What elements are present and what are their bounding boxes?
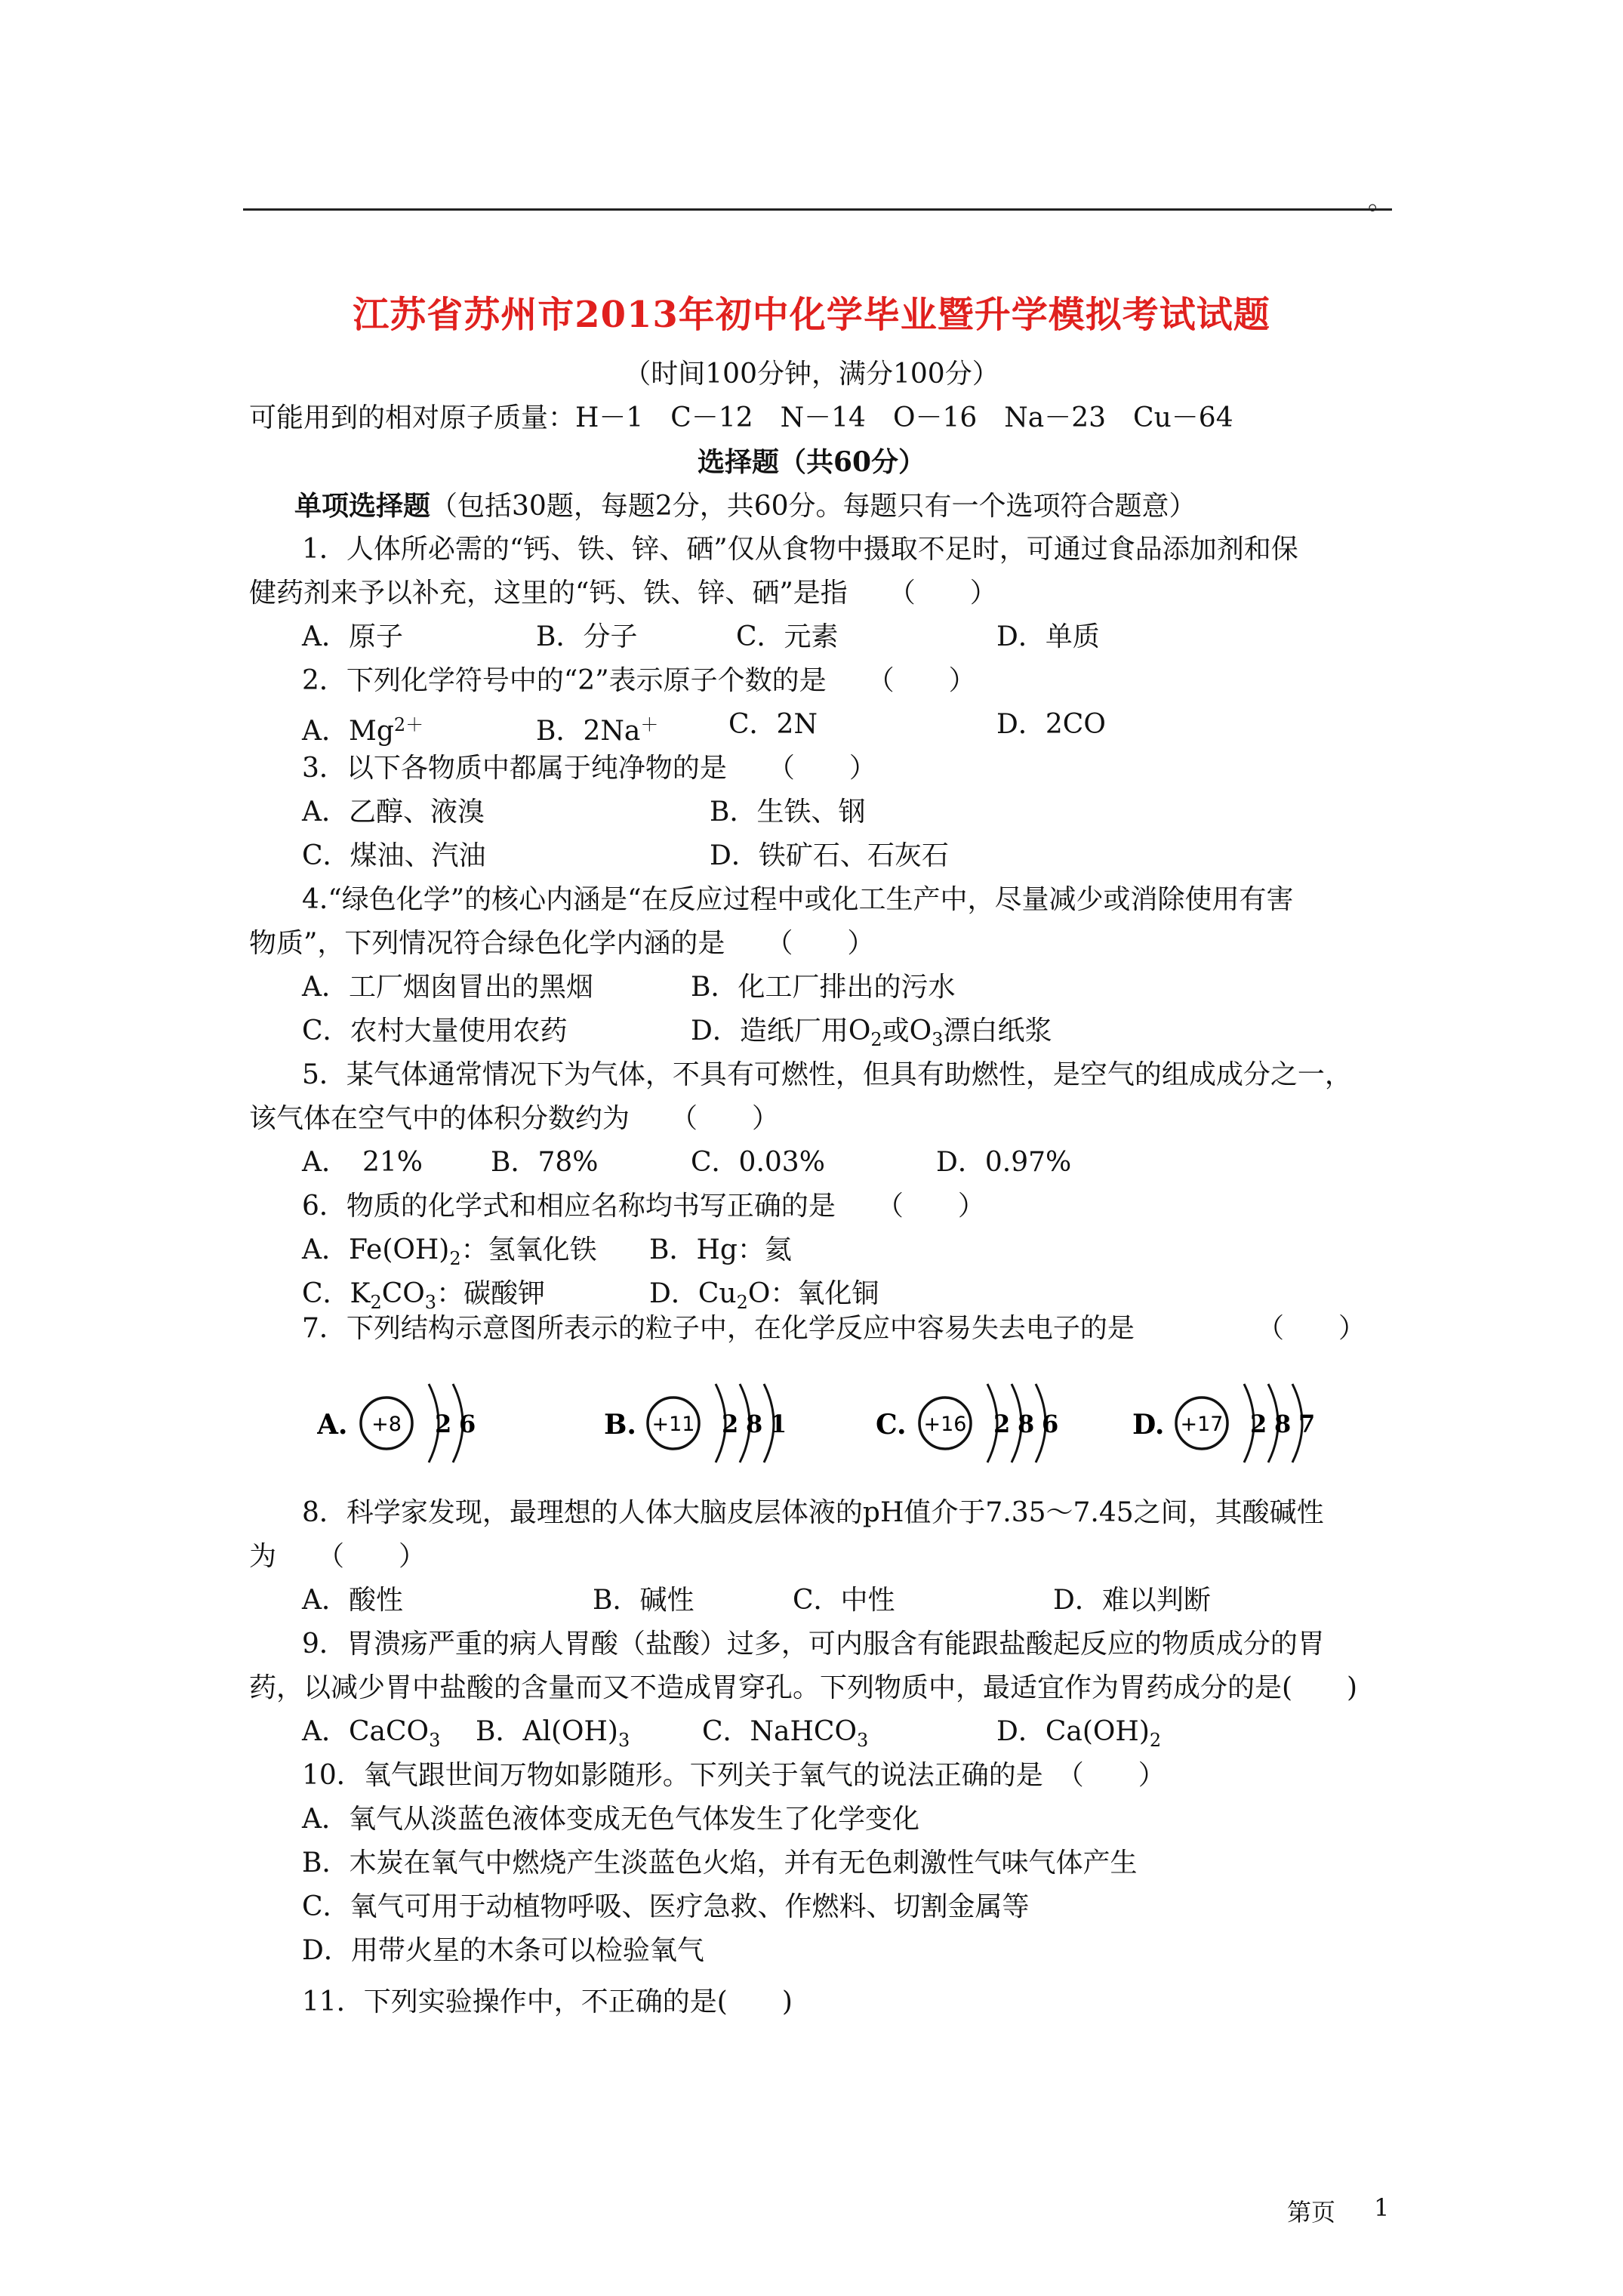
q3-stem: 3．以下各物质中都属于纯净物的是 （ ） <box>302 753 876 784</box>
electron-count: 7 <box>1298 1410 1316 1438</box>
q3-option-a: A．乙醇、液溴 <box>302 797 485 827</box>
q10-stem: 10．氧气跟世间万物如影随形。下列关于氧气的说法正确的是 （ ） <box>302 1760 1166 1791</box>
q2-option-d: D．2CO <box>996 709 1106 740</box>
footer-page-label: 第页 <box>1287 2198 1336 2227</box>
q8-option-d: D．难以判断 <box>1053 1585 1211 1616</box>
q1-option-c: C．元素 <box>736 621 839 652</box>
atom-diagram-d <box>1132 1384 1315 1462</box>
q8-option-c: C．中性 <box>793 1585 895 1616</box>
q4-stem-line1: 4.“绿色化学”的核心内涵是“在反应过程中或化工生产中，尽量减少或消除使用有害 <box>302 884 1294 915</box>
q4-option-c: C．农村大量使用农药 <box>302 1015 568 1046</box>
q1-option-a: A．原子 <box>302 621 403 652</box>
q3-option-d: D．铁矿石、石灰石 <box>710 840 949 871</box>
section-heading: 选择题（共60分） <box>697 446 926 478</box>
q8-stem-line1: 8．科学家发现，最理想的人体大脑皮层体液的pH值介于7.35～7.45之间，其酸碱性 <box>302 1497 1324 1528</box>
q9-option-a: A．CaCO$_3$ <box>302 1716 441 1751</box>
electron-count: 1 <box>770 1410 787 1438</box>
atom-nucleus-charge: +8 <box>371 1413 402 1436</box>
q6-option-c: C．$K_2CO_3$：碳酸钾 <box>302 1278 546 1313</box>
q9-option-d: D．$Ca(OH)_2$ <box>996 1716 1162 1751</box>
footer-page-number: 1 <box>1374 2193 1390 2222</box>
q5-option-a: A． 21% <box>302 1147 423 1178</box>
q5-option-d: D．0.97% <box>936 1147 1072 1178</box>
q1-stem-line1: 1．人体所必需的“钙、铁、锌、硒”仅从食物中摄取不足时，可通过食品添加剂和保 <box>302 534 1298 565</box>
q3-option-c: C．煤油、汽油 <box>302 840 486 871</box>
q6-option-d: D．$Cu_2O$：氧化铜 <box>649 1278 879 1313</box>
atom-diagram-c <box>876 1384 1058 1462</box>
q6-stem: 6．物质的化学式和相应名称均书写正确的是 （ ） <box>302 1191 985 1222</box>
electron-count: 8 <box>1274 1410 1292 1438</box>
atom-option-letter: B. <box>604 1409 636 1441</box>
q10-option-d: D．用带火星的木条可以检验氧气 <box>302 1935 704 1966</box>
atom-structure-diagrams <box>317 1359 1359 1487</box>
atom-option-letter: A. <box>317 1409 348 1441</box>
q9-option-b: B．$Al(OH)_3$ <box>476 1716 630 1751</box>
q8-stem-line2: 为 （ ） <box>249 1541 427 1572</box>
page-title: 江苏省苏州市2013年初中化学毕业暨升学模拟考试试题 <box>353 294 1270 336</box>
atom-diagram-b <box>604 1384 787 1462</box>
electron-count: 2 <box>993 1410 1011 1438</box>
q1-stem-line2: 健药剂来予以补充，这里的“钙、铁、锌、硒”是指 （ ） <box>249 578 997 609</box>
atom-option-letter: C. <box>876 1409 907 1441</box>
subtitle: （时间100分钟，满分100分） <box>624 359 999 390</box>
electron-count: 8 <box>1018 1410 1035 1438</box>
q4-option-d: D．造纸厂用$O_2$或$O_3$漂白纸浆 <box>691 1015 1052 1050</box>
q3-option-b: B．生铁、钢 <box>710 797 866 827</box>
q10-option-a: A．氧气从淡蓝色液体变成无色气体发生了化学变化 <box>302 1804 919 1835</box>
q2-option-b: B．2Na＋ <box>536 714 659 747</box>
q6-option-b: B．Hg：氦 <box>649 1234 792 1265</box>
q2-option-a: A．$Mg^{2+}$ <box>302 714 424 747</box>
q10-option-b: B．木炭在氧气中燃烧产生淡蓝色火焰，并有无色刺激性气味气体产生 <box>302 1848 1138 1878</box>
q9-stem-line2: 药，以减少胃中盐酸的含量而又不造成胃穿孔。下列物质中，最适宜作为胃药成分的是( ) <box>249 1672 1358 1703</box>
q9-option-c: C．NaHCO$_3$ <box>702 1716 869 1751</box>
q6-option-a: A．$Fe(OH)_2$：氢氧化铁 <box>302 1234 597 1269</box>
electron-count: 6 <box>459 1410 476 1438</box>
q4-option-a: A．工厂烟囱冒出的黑烟 <box>302 972 593 1003</box>
header-rule <box>243 208 1392 211</box>
q10-option-c: C．氧气可用于动植物呼吸、医疗急救、作燃料、切割金属等 <box>302 1891 1030 1922</box>
q11-stem: 11．下列实验操作中，不正确的是( ) <box>302 1986 793 2017</box>
instruction <box>294 489 1196 523</box>
q7-bracket: （ ） <box>1257 1313 1366 1344</box>
atom-nucleus-charge: +16 <box>923 1413 967 1436</box>
electron-count: 6 <box>1042 1410 1059 1438</box>
q9-stem-line1: 9．胃溃疡严重的病人胃酸（盐酸）过多，可内服含有能跟盐酸起反应的物质成分的胃 <box>302 1629 1325 1660</box>
q5-option-b: B．78% <box>491 1147 599 1178</box>
q5-stem-line1: 5．某气体通常情况下为气体，不具有可燃性，但具有助燃性，是空气的组成成分之一， <box>302 1059 1352 1090</box>
q8-option-b: B．碱性 <box>593 1585 694 1616</box>
electron-count: 2 <box>722 1410 739 1438</box>
header-mark: 。 <box>1368 186 1394 216</box>
instruction-text: （包括30题，每题2分，共60分。每题只有一个选项符合题意） <box>430 491 1196 522</box>
q8-option-a: A．酸性 <box>302 1585 403 1616</box>
q2-option-c: C．2N <box>728 709 818 740</box>
atom-nucleus-charge: +17 <box>1180 1413 1224 1436</box>
q1-option-d: D．单质 <box>996 621 1100 652</box>
q2-stem: 2．下列化学符号中的“2”表示原子个数的是 （ ） <box>302 665 976 696</box>
atomic-masses: 可能用到的相对原子质量：H－1 C－12 N－14 O－16 Na－23 Cu－64 <box>249 402 1233 433</box>
q4-stem-line2: 物质”，下列情况符合绿色化学内涵的是 （ ） <box>249 928 875 959</box>
atom-diagram-a <box>317 1384 476 1462</box>
atom-nucleus-charge: +11 <box>651 1413 695 1436</box>
electron-count: 8 <box>746 1410 763 1438</box>
q7-stem: 7．下列结构示意图所表示的粒子中，在化学反应中容易失去电子的是 <box>302 1313 1135 1344</box>
instruction-head: 单项选择题 <box>294 490 431 522</box>
q5-stem-line2: 该气体在空气中的体积分数约为 （ ） <box>249 1103 780 1134</box>
electron-count: 2 <box>1250 1410 1267 1438</box>
atom-option-letter: D. <box>1132 1409 1165 1441</box>
q5-option-c: C．0.03% <box>691 1147 825 1178</box>
q1-option-b: B．分子 <box>536 621 638 652</box>
electron-count: 2 <box>435 1410 452 1438</box>
q4-option-b: B．化工厂排出的污水 <box>691 972 956 1003</box>
